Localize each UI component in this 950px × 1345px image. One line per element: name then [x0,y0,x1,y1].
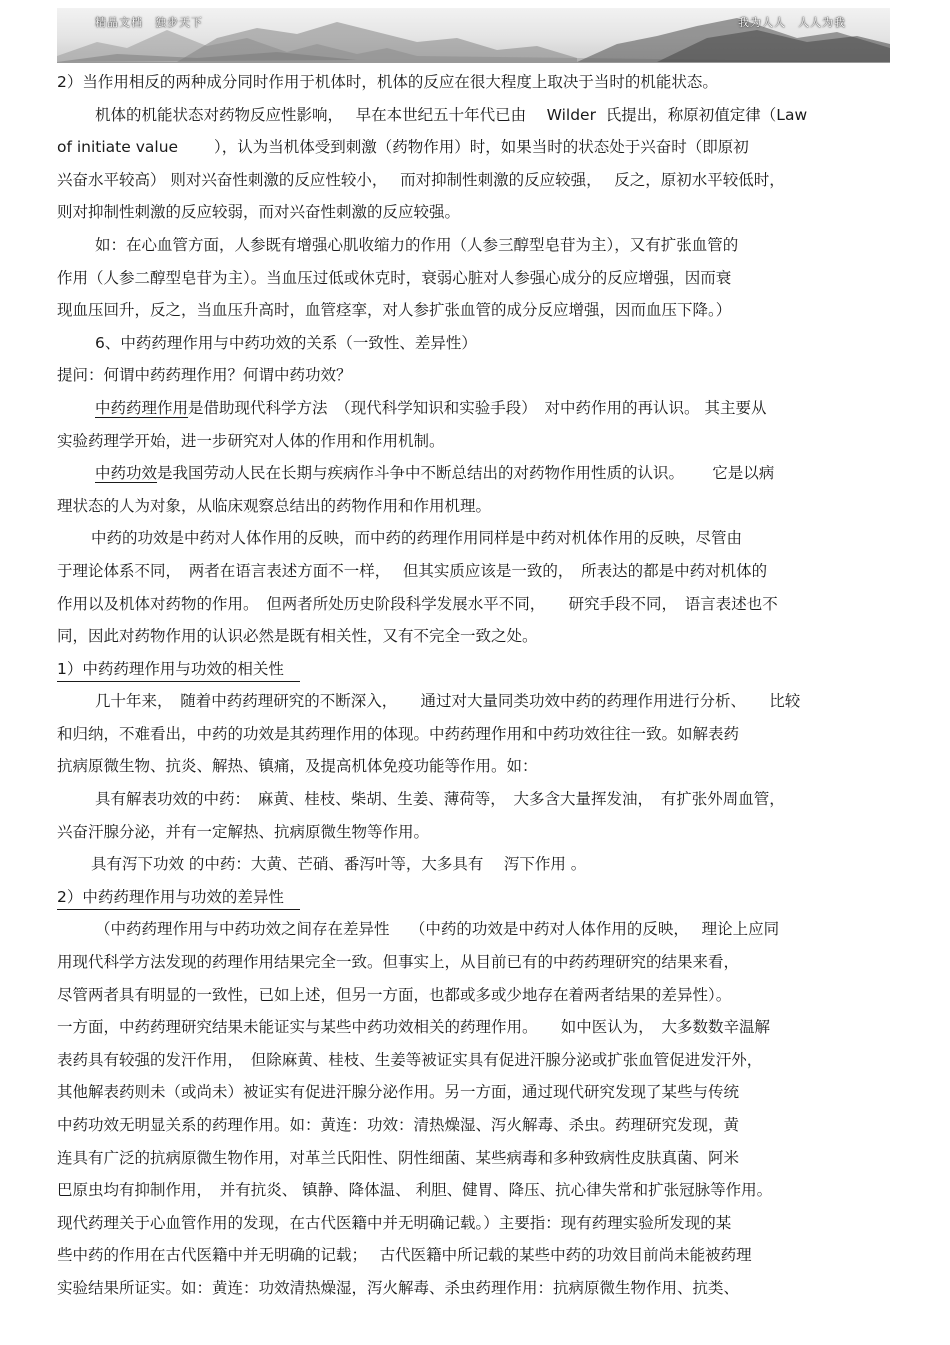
text-line: 兴奋水平较高） 则对兴奋性刺激的反应性较小， 而对抑制性刺激的反应较强， 反之，原初水平较低时， [57,170,785,189]
text-line: 用现代科学方法发现的药理作用结果完全一致。但事实上，从目前已有的中药药理研究的结果来看， [57,953,740,972]
text-line: 些中药的作用在古代医籍中并无明确的记载； 古代医籍中所记载的某些中药的功效目前尚未能被药理 [57,1246,752,1265]
text-line: 几十年来， 随着中药药理研究的不断深入， 通过对大量同类功效中药的药理作用进行分析、 比较 [95,692,801,711]
text-line: 和归纳，不难看出，中药的功效是其药理作用的体现。中药药理作用和中药功效往往一致。如解表药 [57,724,740,743]
text-line: 中药的功效是中药对人体作用的反映，而中药的药理作用同样是中药对机体作用的反映，尽管由 [91,529,743,548]
subsection-heading [57,881,892,914]
text-line: 兴奋汗腺分泌，并有一定解热、抗病原微生物等作用。 [57,822,430,841]
banner-left-text: 精品文档 独步天下 [95,16,203,29]
text-line: 机体的机能状态对药物反应性影响， 早在本世纪五十年代已由 Wilder 氏提出，称原初值定律（Law [95,105,808,124]
text-line: 作用以及机体对药物的作用。 但两者所处历史阶段科学发展水平不同， 研究手段不同， 语言表述也不 [57,594,778,613]
text-line: 其他解表药则未（或尚未）被证实有促进汗腺分泌作用。另一方面，通过现代研究发现了某些与传统 [57,1083,740,1102]
text-line: 表药具有较强的发汗作用， 但除麻黄、桂枝、生姜等被证实具有促进汗腺分泌或扩张血管促进发汗外， [57,1050,763,1069]
text-line: 作用（人参二醇型皂苷为主）。当血压过低或休克时，衰弱心脏对人参强心成分的反应增强，因而衰 [57,268,732,287]
text-line: 实验药理学开始，进一步研究对人体的作用和作用机制。 [57,431,445,450]
text-line: 如：在心血管方面，人参既有增强心肌收缩力的作用（人参三醇型皂苷为主），又有扩张血管的 [95,235,739,254]
text-line: 现代药理关于心血管作用的发现，在古代医籍中并无明确记载。）主要指：现有药理实验所发现的某 [57,1213,732,1232]
text-line: 于理论体系不同， 两者在语言表述方面不一样， 但其实质应该是一致的， 所表达的都是中药对机体的 [57,561,768,580]
subsection-heading-text: 1）中药药理作用与功效的相关性 [57,657,300,682]
text-line: 尽管两者具有明显的一致性，已如上述，但另一方面，也都或多或少地存在着两者结果的差异性）。 [57,985,732,1004]
text-line: 中药功效无明显关系的药理作用。如：黄连：功效：清热燥湿、泻火解毒、杀虫。药理研究发现，黄 [57,1116,740,1134]
text-line: 现血压回升，反之，当血压升高时，血管痉挛，对人参扩张血管的成分反应增强，因而血压下降。） [57,301,732,320]
text-line: 抗病原微生物、抗炎、解热、镇痛，及提高机体免疫功能等作用。如： [57,757,538,776]
text-line: 2）当作用相反的两种成分同时作用于机体时，机体的反应在很大程度上取决于当时的机能状态。 [57,73,718,91]
definition-line [57,392,892,425]
header-banner [57,8,890,63]
text-line: 具有泻下功效 的中药：大黄、芒硝、番泻叶等，大多具有 泻下作用 。 [91,855,587,874]
text-line: 巴原虫均有抑制作用， 并有抗炎、 镇静、降体温、 利胆、健胃、降压、抗心律失常和扩张冠脉等作用。 [57,1181,773,1200]
section-heading: 6、中药药理作用与中药功效的关系（一致性、差异性） [95,333,477,352]
subsection-heading-text: 2）中药药理作用与功效的差异性 [57,885,300,910]
subsection-heading [57,653,892,686]
text-line: 连具有广泛的抗病原微生物作用，对革兰氏阳性、阴性细菌、某些病毒和多种致病性皮肤真菌、阿米 [57,1148,740,1167]
question-line: 提问：何谓中药药理作用？何谓中药功效？ [57,366,352,385]
definition-text: 是借助现代科学方法 （现代科学知识和实验手段） 对中药作用的再认识。 其主要从 [188,398,767,417]
banner-right-text: 我为人人 人人为我 [738,16,846,29]
text-line: 实验结果所证实。如：黄连：功效清热燥湿，泻火解毒、杀虫药理作用：抗病原微生物作用、抗类、 [57,1278,740,1297]
text-line: 同，因此对药物作用的认识必然是既有相关性，又有不完全一致之处。 [57,627,538,646]
term-pharmacology: 中药药理作用 [95,398,189,417]
text-line: 具有解表功效的中药： 麻黄、桂枝、柴胡、生姜、薄荷等， 大多含大量挥发油， 有扩张外周血管， [95,790,785,809]
definition-line [57,457,892,490]
term-efficacy: 中药功效 [95,464,158,483]
definition-text: 是我国劳动人民在长期与疾病作斗争中不断总结出的对药物作用性质的认识。 它是以病 [157,464,775,483]
text-line: （中药药理作用与中药功效之间存在差异性 （中药的功效是中药对人体作用的反映， 理论上应同 [95,920,780,939]
text-line: 则对抑制性刺激的反应较弱，而对兴奋性刺激的反应较强。 [57,203,461,222]
text-line: 一方面，中药药理研究结果未能证实与某些中药功效相关的药理作用。 如中医认为， 大多数数辛温解 [57,1018,771,1037]
document-body [57,66,892,1305]
text-line: 理状态的人为对象，从临床观察总结出的药物作用和作用机理。 [57,496,492,515]
text-line: of initiate value ），认为当机体受到刺激（药物作用）时，如果当时的状态处于兴奋时（即原初 [57,138,749,157]
